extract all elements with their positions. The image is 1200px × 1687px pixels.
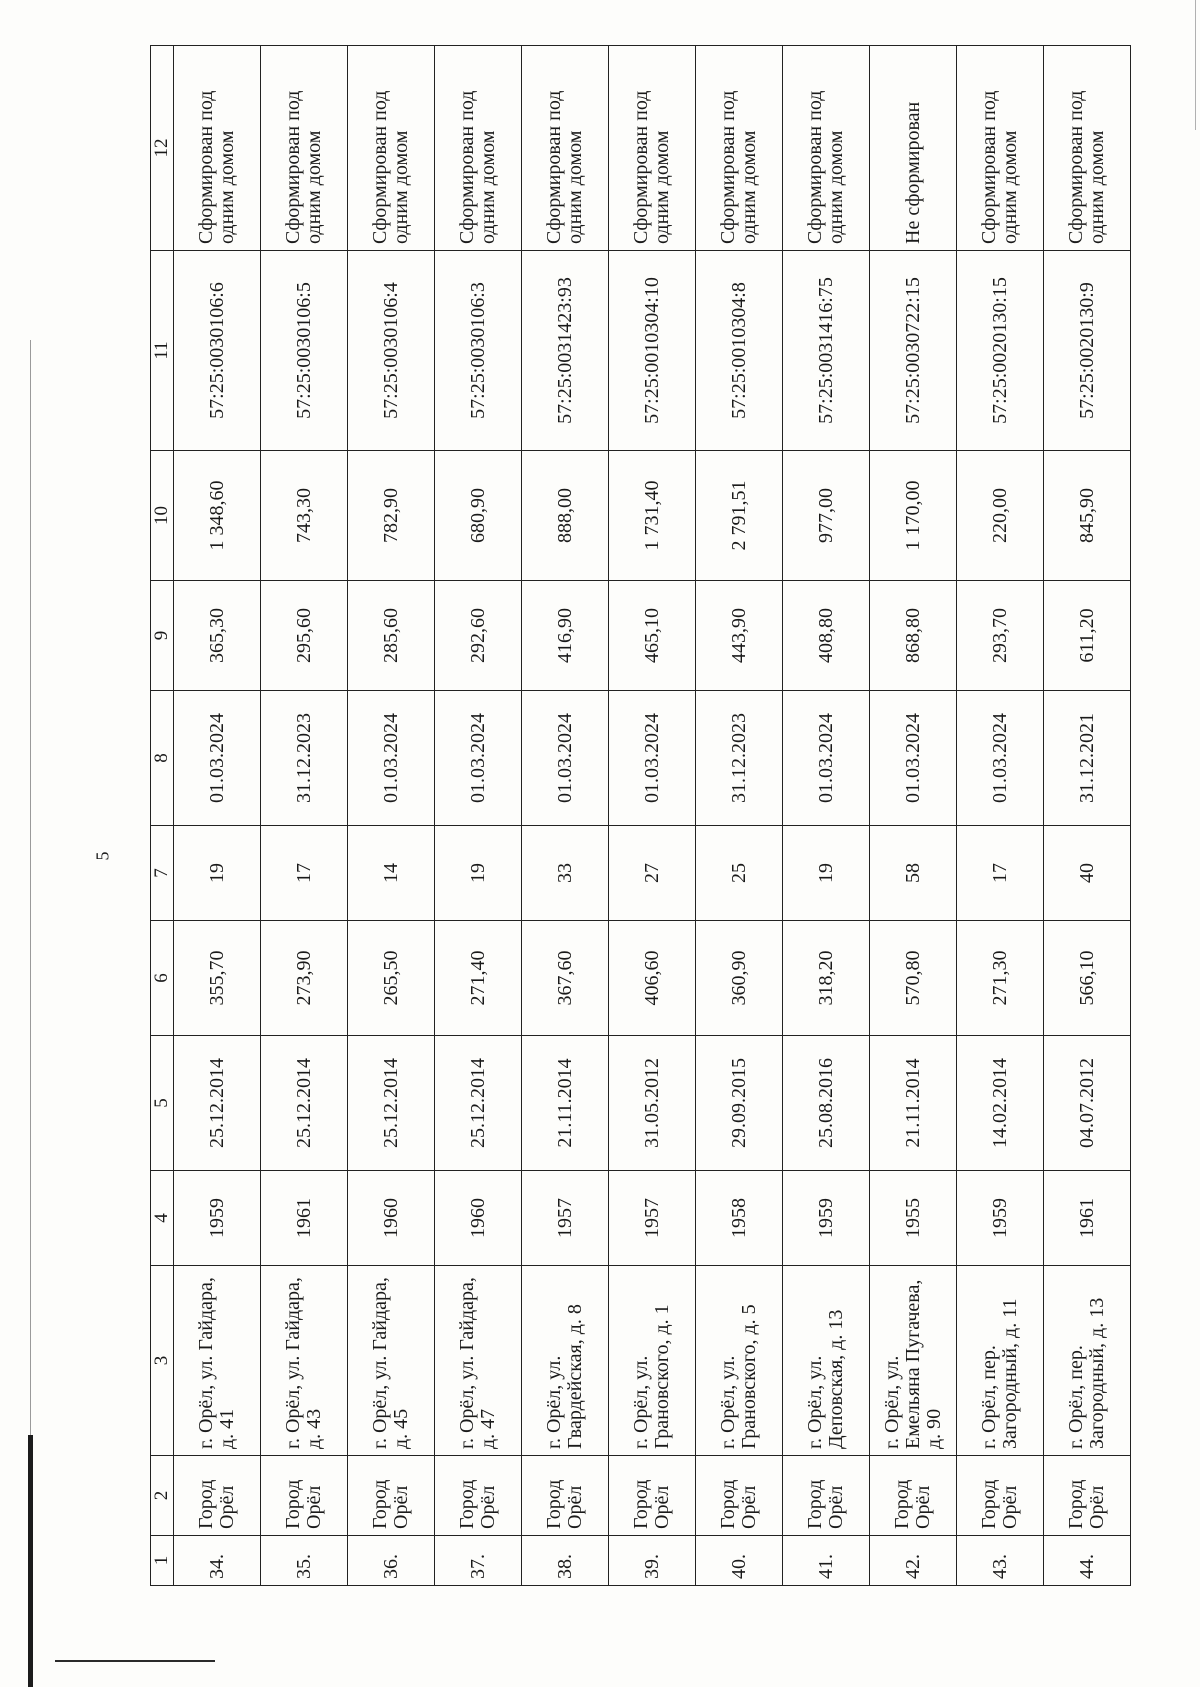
table-row [435, 46, 522, 1586]
living-area-cell: 271,30 [957, 921, 1044, 1036]
year-built-cell: 1958 [696, 1171, 783, 1266]
locality-cell: Город Орёл [435, 1456, 522, 1536]
cadastral-number-cell: 57:25:0020130:9 [1044, 251, 1131, 451]
residents-count-cell: 17 [261, 826, 348, 921]
scan-binding-shadow [28, 1435, 33, 1687]
land-area-cell: 2 791,51 [696, 451, 783, 581]
cadastral-number-cell: 57:25:0031416:75 [783, 251, 870, 451]
year-built-cell: 1961 [261, 1171, 348, 1266]
column-number-8: 8 [151, 691, 174, 826]
year-built-cell: 1959 [174, 1171, 261, 1266]
land-area-cell: 1 170,00 [870, 451, 957, 581]
rotated-table-container [150, 90, 1150, 1586]
recognition-date-cell: 29.09.2015 [696, 1036, 783, 1171]
address-cell: г. Орёл, ул. Гайдара, д. 41 [174, 1266, 261, 1456]
year-built-cell: 1959 [957, 1171, 1044, 1266]
residents-count-cell: 14 [348, 826, 435, 921]
address-cell: г. Орёл, пер. Загородный, д. 11 [957, 1266, 1044, 1456]
as-of-date-cell: 01.03.2024 [783, 691, 870, 826]
as-of-date-cell: 01.03.2024 [957, 691, 1044, 826]
residents-count-cell: 19 [435, 826, 522, 921]
land-area-cell: 1 731,40 [609, 451, 696, 581]
address-cell: г. Орёл, ул. Гайдара, д. 47 [435, 1266, 522, 1456]
row-number: 40. [696, 1536, 783, 1586]
living-area-cell: 271,40 [435, 921, 522, 1036]
year-built-cell: 1961 [1044, 1171, 1131, 1266]
column-number-4: 4 [151, 1171, 174, 1266]
table-row [1044, 46, 1131, 1586]
residents-count-cell: 33 [522, 826, 609, 921]
living-area-cell: 367,60 [522, 921, 609, 1036]
column-number-5: 5 [151, 1036, 174, 1171]
land-status-cell: Сформирован под одним домом [174, 46, 261, 251]
table-body [174, 46, 1131, 1586]
recognition-date-cell: 14.02.2014 [957, 1036, 1044, 1171]
land-area-cell: 1 348,60 [174, 451, 261, 581]
table-row [870, 46, 957, 1586]
living-area-cell: 265,50 [348, 921, 435, 1036]
row-number: 35. [261, 1536, 348, 1586]
land-status-cell: Сформирован под одним домом [435, 46, 522, 251]
cadastral-number-cell: 57:25:0020130:15 [957, 251, 1044, 451]
row-number: 37. [435, 1536, 522, 1586]
recognition-date-cell: 21.11.2014 [870, 1036, 957, 1171]
land-status-cell: Сформирован под одним домом [957, 46, 1044, 251]
total-area-cell: 611,20 [1044, 581, 1131, 691]
table-row [696, 46, 783, 1586]
row-number: 44. [1044, 1536, 1131, 1586]
as-of-date-cell: 31.12.2023 [261, 691, 348, 826]
row-number: 34. [174, 1536, 261, 1586]
column-number-3: 3 [151, 1266, 174, 1456]
table-row [174, 46, 261, 1586]
year-built-cell: 1959 [783, 1171, 870, 1266]
land-area-cell: 845,90 [1044, 451, 1131, 581]
total-area-cell: 365,30 [174, 581, 261, 691]
year-built-cell: 1957 [522, 1171, 609, 1266]
as-of-date-cell: 01.03.2024 [174, 691, 261, 826]
address-cell: г. Орёл, ул. Гайдара, д. 43 [261, 1266, 348, 1456]
living-area-cell: 318,20 [783, 921, 870, 1036]
cadastral-number-cell: 57:25:0031423:93 [522, 251, 609, 451]
table-row [261, 46, 348, 1586]
residents-count-cell: 27 [609, 826, 696, 921]
row-number: 39. [609, 1536, 696, 1586]
table-row [783, 46, 870, 1586]
year-built-cell: 1960 [348, 1171, 435, 1266]
as-of-date-cell: 01.03.2024 [870, 691, 957, 826]
table-row [522, 46, 609, 1586]
as-of-date-cell: 01.03.2024 [348, 691, 435, 826]
locality-cell: Город Орёл [783, 1456, 870, 1536]
total-area-cell: 292,60 [435, 581, 522, 691]
land-status-cell: Сформирован под одним домом [783, 46, 870, 251]
locality-cell: Город Орёл [1044, 1456, 1131, 1536]
land-status-cell: Не сформирован [870, 46, 957, 251]
locality-cell: Город Орёл [609, 1456, 696, 1536]
land-area-cell: 743,30 [261, 451, 348, 581]
year-built-cell: 1960 [435, 1171, 522, 1266]
table-row [609, 46, 696, 1586]
living-area-cell: 570,80 [870, 921, 957, 1036]
land-status-cell: Сформирован под одним домом [1044, 46, 1131, 251]
housing-register-table [150, 45, 1131, 1586]
land-status-cell: Сформирован под одним домом [348, 46, 435, 251]
total-area-cell: 416,90 [522, 581, 609, 691]
as-of-date-cell: 31.12.2021 [1044, 691, 1131, 826]
residents-count-cell: 58 [870, 826, 957, 921]
cadastral-number-cell: 57:25:0030106:6 [174, 251, 261, 451]
land-area-cell: 888,00 [522, 451, 609, 581]
scan-bottom-mark [55, 1660, 215, 1662]
table-row [348, 46, 435, 1586]
address-cell: г. Орёл, пер. Загородный, д. 13 [1044, 1266, 1131, 1456]
year-built-cell: 1957 [609, 1171, 696, 1266]
total-area-cell: 443,90 [696, 581, 783, 691]
living-area-cell: 355,70 [174, 921, 261, 1036]
year-built-cell: 1955 [870, 1171, 957, 1266]
recognition-date-cell: 25.12.2014 [261, 1036, 348, 1171]
total-area-cell: 465,10 [609, 581, 696, 691]
column-number-7: 7 [151, 826, 174, 921]
land-status-cell: Сформирован под одним домом [522, 46, 609, 251]
row-number: 43. [957, 1536, 1044, 1586]
recognition-date-cell: 25.12.2014 [435, 1036, 522, 1171]
column-number-12: 12 [151, 46, 174, 251]
land-area-cell: 977,00 [783, 451, 870, 581]
page-number-text: 5 [92, 851, 112, 861]
total-area-cell: 868,80 [870, 581, 957, 691]
as-of-date-cell: 01.03.2024 [435, 691, 522, 826]
as-of-date-cell: 31.12.2023 [696, 691, 783, 826]
locality-cell: Город Орёл [870, 1456, 957, 1536]
address-cell: г. Орёл, ул. Гайдара, д. 45 [348, 1266, 435, 1456]
column-number-6: 6 [151, 921, 174, 1036]
residents-count-cell: 19 [174, 826, 261, 921]
land-area-cell: 220,00 [957, 451, 1044, 581]
scan-edge-mark [30, 340, 31, 1440]
residents-count-cell: 25 [696, 826, 783, 921]
column-number-row [151, 46, 174, 1586]
column-number-1: 1 [151, 1536, 174, 1586]
recognition-date-cell: 25.12.2014 [348, 1036, 435, 1171]
total-area-cell: 408,80 [783, 581, 870, 691]
cadastral-number-cell: 57:25:0010304:8 [696, 251, 783, 451]
land-status-cell: Сформирован под одним домом [261, 46, 348, 251]
row-number: 42. [870, 1536, 957, 1586]
living-area-cell: 566,10 [1044, 921, 1131, 1036]
address-cell: г. Орёл, ул. Деповская, д. 13 [783, 1266, 870, 1456]
scan-edge-mark-right [1195, 0, 1196, 130]
residents-count-cell: 40 [1044, 826, 1131, 921]
row-number: 36. [348, 1536, 435, 1586]
residents-count-cell: 19 [783, 826, 870, 921]
cadastral-number-cell: 57:25:0030722:15 [870, 251, 957, 451]
address-cell: г. Орёл, ул. Грановского, д. 5 [696, 1266, 783, 1456]
land-status-cell: Сформирован под одним домом [609, 46, 696, 251]
address-cell: г. Орёл, ул. Грановского, д. 1 [609, 1266, 696, 1456]
address-cell: г. Орёл, ул. Емельяна Пугачева, д. 90 [870, 1266, 957, 1456]
locality-cell: Город Орёл [957, 1456, 1044, 1536]
page-number [92, 844, 112, 868]
locality-cell: Город Орёл [348, 1456, 435, 1536]
row-number: 38. [522, 1536, 609, 1586]
row-number: 41. [783, 1536, 870, 1586]
living-area-cell: 360,90 [696, 921, 783, 1036]
recognition-date-cell: 04.07.2012 [1044, 1036, 1131, 1171]
recognition-date-cell: 31.05.2012 [609, 1036, 696, 1171]
table-row [957, 46, 1044, 1586]
land-area-cell: 782,90 [348, 451, 435, 581]
residents-count-cell: 17 [957, 826, 1044, 921]
cadastral-number-cell: 57:25:0030106:5 [261, 251, 348, 451]
column-number-9: 9 [151, 581, 174, 691]
locality-cell: Город Орёл [522, 1456, 609, 1536]
as-of-date-cell: 01.03.2024 [522, 691, 609, 826]
column-number-2: 2 [151, 1456, 174, 1536]
as-of-date-cell: 01.03.2024 [609, 691, 696, 826]
total-area-cell: 285,60 [348, 581, 435, 691]
land-status-cell: Сформирован под одним домом [696, 46, 783, 251]
address-cell: г. Орёл, ул. Гвардейская, д. 8 [522, 1266, 609, 1456]
recognition-date-cell: 25.12.2014 [174, 1036, 261, 1171]
living-area-cell: 406,60 [609, 921, 696, 1036]
cadastral-number-cell: 57:25:0030106:4 [348, 251, 435, 451]
column-number-10: 10 [151, 451, 174, 581]
cadastral-number-cell: 57:25:0010304:10 [609, 251, 696, 451]
total-area-cell: 293,70 [957, 581, 1044, 691]
column-number-11: 11 [151, 251, 174, 451]
locality-cell: Город Орёл [174, 1456, 261, 1536]
recognition-date-cell: 25.08.2016 [783, 1036, 870, 1171]
cadastral-number-cell: 57:25:0030106:3 [435, 251, 522, 451]
locality-cell: Город Орёл [696, 1456, 783, 1536]
total-area-cell: 295,60 [261, 581, 348, 691]
recognition-date-cell: 21.11.2014 [522, 1036, 609, 1171]
locality-cell: Город Орёл [261, 1456, 348, 1536]
land-area-cell: 680,90 [435, 451, 522, 581]
living-area-cell: 273,90 [261, 921, 348, 1036]
